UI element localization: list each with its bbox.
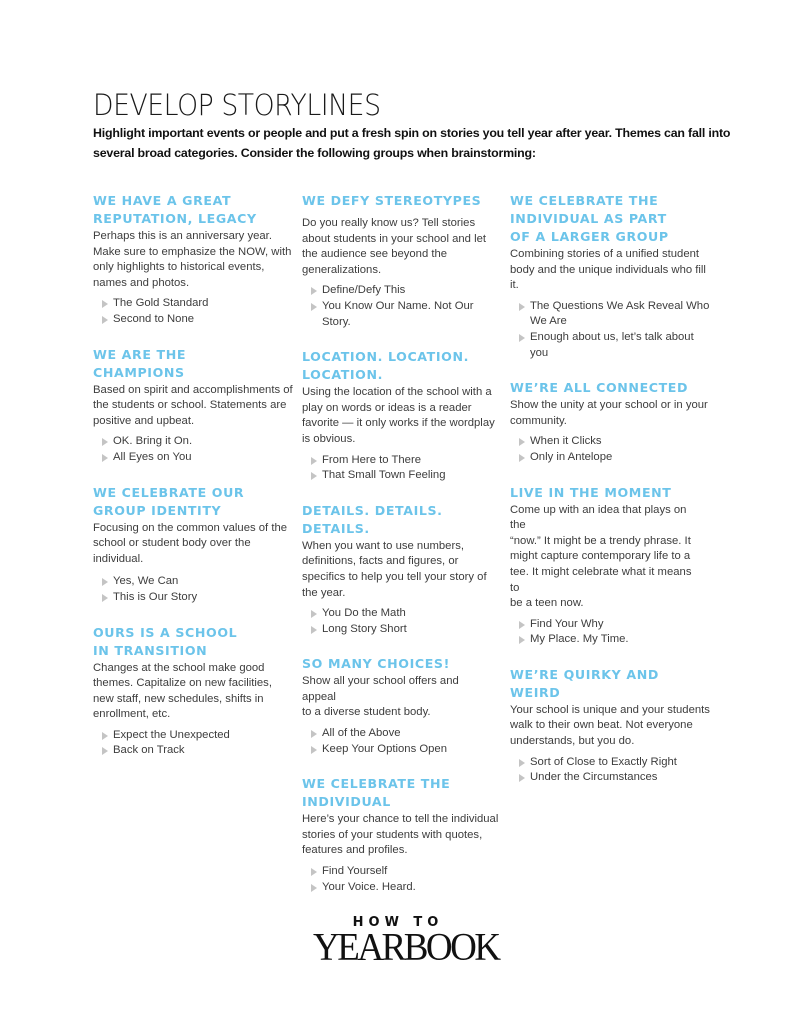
triangle-bullet-icon bbox=[102, 578, 108, 586]
triangle-bullet-icon bbox=[102, 316, 108, 324]
triangle-bullet-icon bbox=[102, 732, 108, 740]
theme-idea-item bbox=[302, 299, 502, 330]
theme-idea-text: From Here to There bbox=[322, 453, 421, 466]
storyline-section bbox=[510, 192, 710, 361]
section-description: When you want to use numbers, definitions, facts and figures, or specifics to help you tell your story of the year. bbox=[302, 539, 487, 599]
storyline-section bbox=[93, 192, 293, 328]
section-description: Your school is unique and your students walk to their own beat. Not everyone understands, but you do. bbox=[510, 703, 710, 748]
theme-idea-list bbox=[302, 283, 502, 330]
triangle-bullet-icon bbox=[311, 287, 317, 295]
theme-idea-item bbox=[510, 434, 710, 450]
theme-idea-list bbox=[510, 617, 710, 648]
triangle-bullet-icon bbox=[102, 594, 108, 602]
triangle-bullet-icon bbox=[311, 457, 317, 465]
storyline-section bbox=[302, 655, 502, 757]
theme-idea-item bbox=[302, 880, 502, 896]
triangle-bullet-icon bbox=[311, 746, 317, 754]
section-description: Come up with an idea that plays on the “now.” It might be a trendy phrase. It might capture contemporary life to a tee. It might celebrate what it means to be a teen now. bbox=[510, 503, 692, 610]
theme-idea-text: Find Yourself bbox=[322, 865, 388, 878]
section-heading: LIVE IN THE MOMENT bbox=[510, 484, 672, 500]
theme-idea-text: Enough about us, let’s talk about you bbox=[530, 330, 694, 359]
theme-idea-item bbox=[93, 590, 293, 606]
section-description: Perhaps this is an anniversary year. Make sure to emphasize the NOW, with only highlights to historical events, names and photos. bbox=[93, 230, 292, 289]
triangle-bullet-icon bbox=[102, 438, 108, 446]
theme-idea-item bbox=[93, 574, 293, 590]
storyline-section bbox=[93, 484, 293, 606]
theme-idea-text: Define/Defy This bbox=[322, 284, 406, 297]
triangle-bullet-icon bbox=[311, 730, 317, 738]
theme-idea-item bbox=[510, 755, 710, 771]
theme-idea-list bbox=[93, 574, 293, 605]
theme-idea-item bbox=[510, 450, 710, 466]
section-description: Here’s your chance to tell the individual stories of your students with quotes, features and profiles. bbox=[302, 813, 499, 857]
theme-idea-list bbox=[510, 434, 710, 465]
section-heading: DETAILS. DETAILS. DETAILS. bbox=[302, 502, 443, 536]
theme-idea-list bbox=[93, 728, 293, 759]
storyline-section bbox=[510, 666, 710, 786]
triangle-bullet-icon bbox=[102, 454, 108, 462]
triangle-bullet-icon bbox=[311, 626, 317, 634]
theme-idea-list bbox=[510, 755, 710, 786]
theme-idea-item bbox=[93, 296, 293, 312]
theme-idea-text: Yes, We Can bbox=[113, 575, 179, 588]
theme-idea-item bbox=[302, 622, 502, 638]
theme-idea-item bbox=[510, 299, 710, 330]
section-heading: WE ARE THE CHAMPIONS bbox=[93, 346, 187, 380]
theme-idea-text: My Place. My Time. bbox=[530, 633, 629, 646]
section-heading: WE’RE QUIRKY AND WEIRD bbox=[510, 666, 659, 700]
theme-idea-item bbox=[302, 468, 502, 484]
theme-idea-text: The Gold Standard bbox=[113, 297, 209, 310]
section-description: Combining stories of a unified student body and the unique individuals who fill it. bbox=[510, 248, 706, 292]
theme-idea-text: This is Our Story bbox=[113, 590, 198, 603]
theme-idea-text: Back on Track bbox=[113, 744, 185, 757]
triangle-bullet-icon bbox=[519, 303, 525, 311]
storyline-section bbox=[302, 775, 502, 895]
triangle-bullet-icon bbox=[311, 610, 317, 618]
storyline-section bbox=[302, 502, 502, 638]
theme-idea-item bbox=[302, 606, 502, 622]
section-description: Changes at the school make good themes. Capitalize on new facilities, new staff, new schedules, shifts in enrollment, etc. bbox=[93, 661, 272, 721]
theme-idea-text: The Questions We Ask Reveal Who We Are bbox=[530, 299, 710, 328]
theme-idea-text: Keep Your Options Open bbox=[322, 742, 447, 755]
section-heading: WE CELEBRATE THE INDIVIDUAL AS PART OF A LARGER GROUP bbox=[510, 193, 669, 244]
theme-idea-list bbox=[93, 296, 293, 327]
theme-idea-text: Long Story Short bbox=[322, 622, 407, 635]
storyline-section bbox=[302, 192, 502, 330]
theme-idea-item bbox=[302, 453, 502, 469]
logo-main-text: YEARBOOK bbox=[313, 925, 499, 969]
theme-idea-item bbox=[93, 743, 293, 759]
page-title: DEVELOP STORYLINES bbox=[93, 88, 381, 122]
theme-idea-text: Expect the Unexpected bbox=[113, 728, 230, 741]
section-heading: WE HAVE A GREAT REPUTATION, LEGACY bbox=[93, 193, 257, 226]
theme-idea-text: Only in Antelope bbox=[530, 450, 613, 463]
section-description: Show all your school offers and appeal to a diverse student body. bbox=[302, 675, 459, 719]
theme-idea-item bbox=[93, 728, 293, 744]
triangle-bullet-icon bbox=[102, 300, 108, 308]
section-heading: WE’RE ALL CONNECTED bbox=[510, 380, 689, 396]
logo-top-text: HOW TO bbox=[352, 915, 444, 930]
theme-idea-item bbox=[510, 770, 710, 786]
theme-idea-text: Under the Circumstances bbox=[530, 771, 658, 784]
storyline-section bbox=[510, 484, 710, 648]
triangle-bullet-icon bbox=[519, 454, 525, 462]
triangle-bullet-icon bbox=[311, 884, 317, 892]
triangle-bullet-icon bbox=[311, 868, 317, 876]
theme-idea-item bbox=[510, 330, 710, 361]
triangle-bullet-icon bbox=[102, 747, 108, 755]
theme-idea-list bbox=[510, 299, 710, 361]
intro-text: Highlight important events or people and put a fresh spin on stories you tell year after year. Themes can fall into several broad categories. Consider the following groups when brainstorming: bbox=[93, 126, 731, 160]
section-description: Using the location of the school with a play on words or ideas is a reader favorite — it only works if the wordplay is obvious. bbox=[302, 386, 495, 445]
section-heading: WE DEFY STEREOTYPES bbox=[302, 193, 482, 208]
triangle-bullet-icon bbox=[519, 621, 525, 629]
theme-idea-item bbox=[302, 864, 502, 880]
triangle-bullet-icon bbox=[519, 438, 525, 446]
column-3 bbox=[510, 192, 710, 804]
theme-idea-text: Find Your Why bbox=[530, 617, 604, 630]
column-2 bbox=[302, 192, 502, 913]
storyline-section bbox=[510, 379, 710, 465]
theme-idea-list bbox=[302, 864, 502, 895]
section-heading: WE CELEBRATE OUR GROUP IDENTITY bbox=[93, 484, 245, 518]
section-description: Show the unity at your school or in your community. bbox=[510, 399, 708, 427]
theme-idea-list bbox=[93, 434, 293, 465]
triangle-bullet-icon bbox=[311, 303, 317, 311]
triangle-bullet-icon bbox=[519, 759, 525, 767]
theme-idea-item bbox=[510, 617, 710, 633]
section-heading: WE CELEBRATE THE INDIVIDUAL bbox=[302, 776, 451, 810]
theme-idea-item bbox=[302, 283, 502, 299]
theme-idea-text: All Eyes on You bbox=[113, 450, 192, 463]
theme-idea-text: Your Voice. Heard. bbox=[322, 880, 416, 893]
section-heading: LOCATION. LOCATION. LOCATION. bbox=[302, 349, 469, 383]
triangle-bullet-icon bbox=[519, 334, 525, 342]
theme-idea-item bbox=[93, 450, 293, 466]
section-description: Do you really know us? Tell stories about students in your school and let the audience see beyond the generalizations. bbox=[302, 217, 487, 276]
section-description: Based on spirit and accomplishments of the students or school. Statements are positive and upbeat. bbox=[93, 383, 293, 427]
theme-idea-list bbox=[302, 726, 502, 757]
theme-idea-text: You Know Our Name. Not Our Story. bbox=[322, 299, 474, 328]
triangle-bullet-icon bbox=[311, 472, 317, 480]
section-heading: OURS IS A SCHOOL IN TRANSITION bbox=[93, 624, 238, 658]
theme-idea-text: OK. Bring it On. bbox=[113, 435, 193, 448]
triangle-bullet-icon bbox=[519, 636, 525, 644]
theme-idea-item bbox=[510, 632, 710, 648]
section-description: Focusing on the common values of the school or student body over the individual. bbox=[93, 521, 288, 565]
theme-idea-text: All of the Above bbox=[322, 727, 401, 740]
triangle-bullet-icon bbox=[519, 774, 525, 782]
theme-idea-list bbox=[302, 606, 502, 637]
theme-idea-item bbox=[93, 312, 293, 328]
theme-idea-text: You Do the Math bbox=[322, 607, 406, 620]
storyline-section bbox=[302, 348, 502, 484]
theme-idea-text: When it Clicks bbox=[530, 435, 602, 448]
theme-idea-list bbox=[302, 453, 502, 484]
storyline-section bbox=[93, 624, 293, 760]
column-1 bbox=[93, 192, 293, 777]
how-to-yearbook-logo bbox=[313, 915, 499, 969]
theme-idea-item bbox=[302, 726, 502, 742]
theme-idea-item bbox=[302, 742, 502, 758]
section-heading: SO MANY CHOICES! bbox=[302, 656, 450, 672]
theme-idea-text: Sort of Close to Exactly Right bbox=[530, 755, 677, 768]
theme-idea-text: That Small Town Feeling bbox=[322, 469, 446, 482]
theme-idea-text: Second to None bbox=[113, 312, 195, 325]
storyline-section bbox=[93, 346, 293, 466]
theme-idea-item bbox=[93, 434, 293, 450]
